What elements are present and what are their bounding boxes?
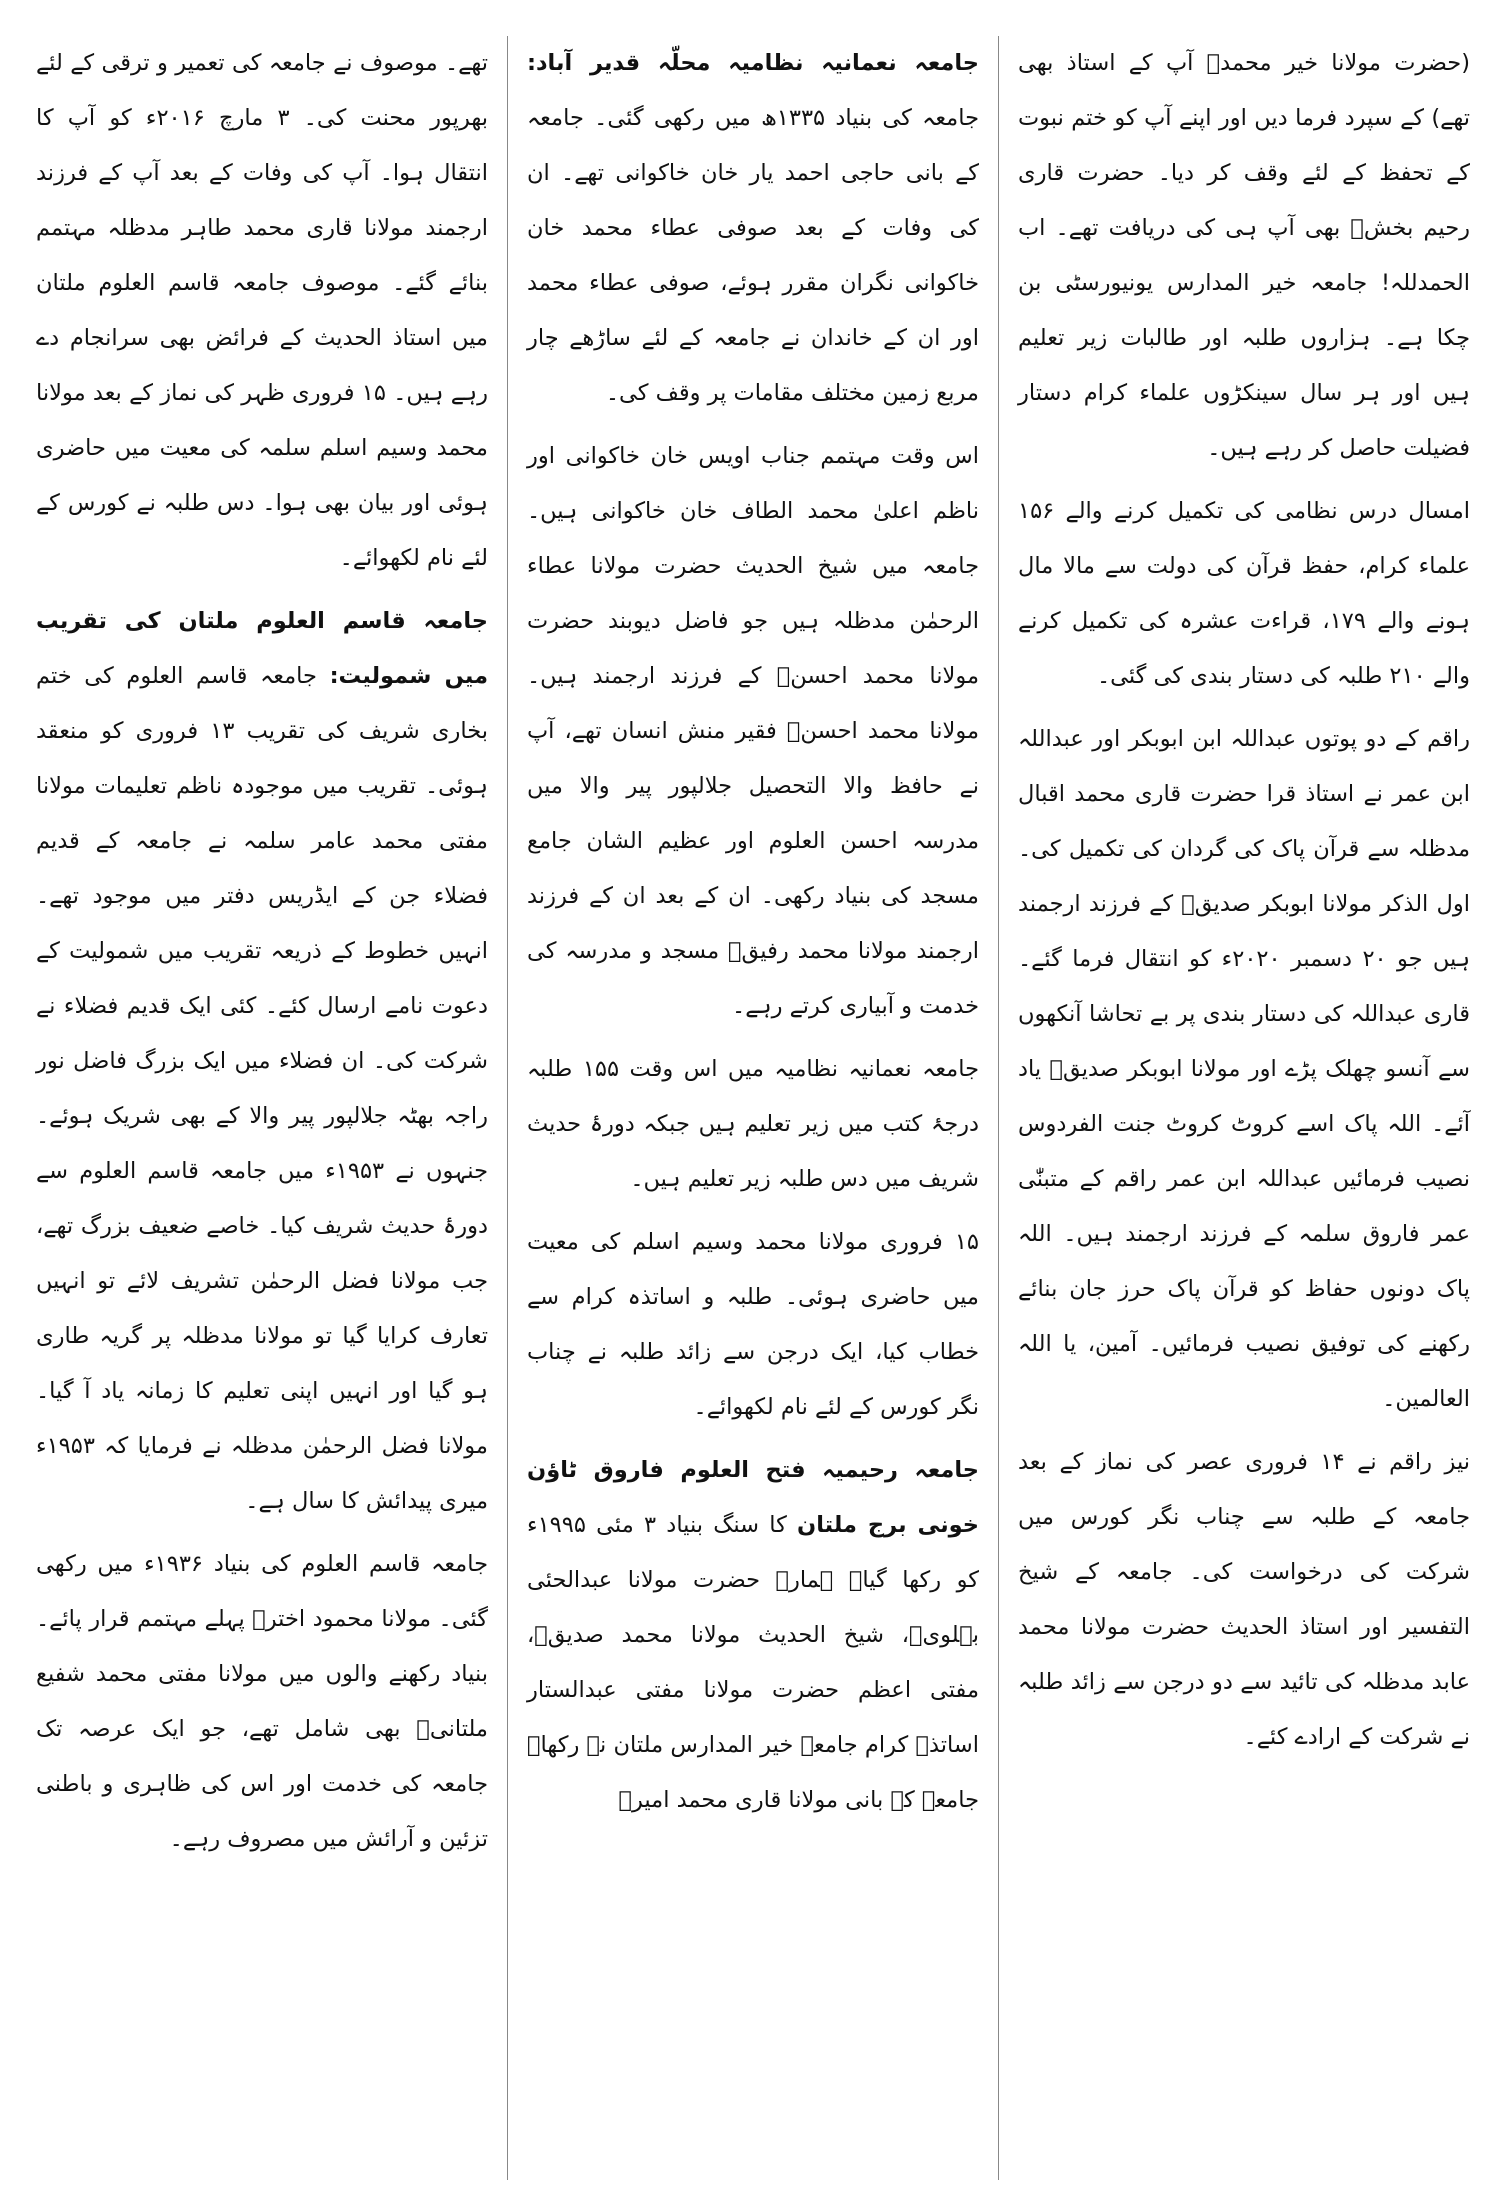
section-heading: جامعہ نعمانیہ نظامیہ محلّہ قدیر آباد:: [527, 50, 979, 76]
paragraph: نیز راقم نے ۱۴ فروری عصر کی نماز کے بعد جامعہ کے طلبہ سے چناب نگر کورس میں شرکت کی درخواست کی۔ جامعہ کے شیخ التفسیر اور استاذ الحدیث حضرت مولانا محمد عابد مدظلہ کی تائید سے دو درجن سے زائد طلبہ نے شرکت کے ارادے کئے۔: [1018, 1449, 1470, 1750]
paragraph-text: جامعہ قاسم العلوم کی ختم بخاری شریف کی تقریب ۱۳ فروری کو منعقد ہوئی۔ تقریب میں موجودہ ناظم تعلیمات مولانا مفتی محمد عامر سلمہ نے جامعہ کے قدیم فضلاء جن کے ایڈریس دفتر میں موجود تھے۔ انہیں خطوط کے ذریعہ تقریب میں شمولیت کے دعوت نامے ارسال کئے۔ کئی ایک قدیم فضلاء نے شرکت کی۔ ان فضلاء میں ایک بزرگ فاضل نور راجہ بھٹہ جلالپور پیر والا کے بھی شریک ہوئے۔ جنہوں نے ۱۹۵۳ء میں جامعہ قاسم العلوم سے دورۂ حدیث شریف کیا۔ خاصے ضعیف بزرگ تھے، جب مولانا فضل الرحمٰن تشریف لائے تو انہیں تعارف کرایا گیا تو مولانا مدظلہ پر گریہ طاری ہو گیا اور انہیں اپنی تعلیم کا زمانہ یاد آ گیا۔ مولانا فضل الرحمٰن مدظلہ نے فرمایا کہ ۱۹۵۳ء میری پیدائش کا سال ہے۔: [36, 663, 488, 1514]
paragraph: [527, 1443, 979, 1828]
paragraph-text: جامعہ کی بنیاد ۱۳۳۵ھ میں رکھی گئی۔ جامعہ کے بانی حاجی احمد یار خان خاکوانی تھے۔ ان کی وفات کے بعد صوفی عطاء محمد خان خاکوانی نگران مقرر ہوئے، صوفی عطاء محمد اور ان کے خاندان نے جامعہ کے لئے ساڑھے چار مربع زمین مختلف مقامات پر وقف کی۔: [527, 105, 979, 406]
column-right: [1018, 36, 1470, 2180]
paragraph: امسال درس نظامی کی تکمیل کرنے والے ۱۵۶ علماء کرام، حفظ قرآن کی دولت سے مالا مال ہونے والے ۱۷۹، قراءت عشرہ کی تکمیل کرنے والے ۲۱۰ طلبہ کی دستار بندی کی گئی۔: [1018, 498, 1470, 689]
paragraph: (حضرت مولانا خیر محمدؒ آپ کے استاذ بھی تھے) کے سپرد فرما دیں اور اپنے آپ کو ختم نبوت کے تحفظ کے لئے وقف کر دیا۔ حضرت قاری رحیم بخشؒ بھی آپ ہی کی دریافت تھے۔ اب الحمدللہ! جامعہ خیر المدارس یونیورسٹی بن چکا ہے۔ ہزاروں طلبہ اور طالبات زیر تعلیم ہیں اور ہر سال سینکڑوں علماء کرام دستار فضیلت حاصل کر رہے ہیں۔: [1018, 50, 1470, 461]
paragraph: ۱۵ فروری مولانا محمد وسیم اسلم کی معیت میں حاضری ہوئی۔ طلبہ و اساتذہ کرام سے خطاب کیا، ایک درجن سے زائد طلبہ نے چناب نگر کورس کے لئے نام لکھوائے۔: [527, 1229, 979, 1420]
paragraph: جامعہ قاسم العلوم کی بنیاد ۱۹۳۶ء میں رکھی گئی۔ مولانا محمود اخترؒ پہلے مہتمم قرار پائے۔ بنیاد رکھنے والوں میں مولانا مفتی محمد شفیع ملتانیؒ بھی شامل تھے، جو ایک عرصہ تک جامعہ کی خدمت اور اس کی ظاہری و باطنی تزئین و آرائش میں مصروف رہے۔: [36, 1551, 488, 1852]
paragraph: تھے۔ موصوف نے جامعہ کی تعمیر و ترقی کے لئے بھرپور محنت کی۔ ۳ مارچ ۲۰۱۶ء کو آپ کا انتقال ہوا۔ آپ کی وفات کے بعد آپ کے فرزند ارجمند مولانا قاری محمد طاہر مدظلہ مہتمم بنائے گئے۔ موصوف جامعہ قاسم العلوم ملتان میں استاذ الحدیث کے فرائض بھی سرانجام دے رہے ہیں۔ ۱۵ فروری ظہر کی نماز کے بعد مولانا محمد وسیم اسلم سلمہ کی معیت میں حاضری ہوئی اور بیان بھی ہوا۔ دس طلبہ نے کورس کے لئے نام لکھوائے۔: [36, 50, 488, 571]
paragraph: [527, 36, 979, 421]
column-left: [36, 36, 488, 2180]
section-heading: جامعہ رحیمیہ فتح العلوم فاروق ٹاؤن خونی برج ملتان: [527, 1457, 979, 1538]
column-divider: [507, 36, 508, 2180]
paragraph: اس وقت مہتمم جناب اویس خان خاکوانی اور ناظم اعلیٰ محمد الطاف خان خاکوانی ہیں۔ جامعہ میں شیخ الحدیث حضرت مولانا عطاء الرحمٰن مدظلہ ہیں جو فاضل دیوبند حضرت مولانا محمد احسنؒ کے فرزند ارجمند ہیں۔ مولانا محمد احسنؒ فقیر منش انسان تھے، آپ نے حافظ والا التحصیل جلالپور پیر والا میں مدرسہ احسن العلوم اور عظیم الشان جامع مسجد کی بنیاد رکھی۔ ان کے بعد ان کے فرزند ارجمند مولانا محمد رفیقؒ مسجد و مدرسہ کی خدمت و آبیاری کرتے رہے۔: [527, 443, 979, 1019]
paragraph-text: کا سنگ بنیاد ۳ مئی ۱۹۹۵ء کو رکھا گیا۔ ہمارے حضرت مولانا عبدالحئی بہلویؒ، شیخ الحدیث مولانا محمد صدیقؒ، مفتی اعظم حضرت مولانا مفتی عبدالستار اساتذہ کرام جامعہ خیر المدارس ملتان نے رکھا۔ جامعہ کے بانی مولانا قاری محمد امیرؒ: [527, 1512, 979, 1813]
paragraph: [36, 594, 488, 1529]
column-divider: [998, 36, 999, 2180]
paragraph: جامعہ نعمانیہ نظامیہ میں اس وقت ۱۵۵ طلبہ درجۂ کتب میں زیر تعلیم ہیں جبکہ دورۂ حدیث شریف میں دس طلبہ زیر تعلیم ہیں۔: [527, 1056, 980, 1192]
section-heading: جامعہ قاسم العلوم ملتان کی تقریب میں شمولیت:: [36, 608, 489, 689]
column-middle: [527, 36, 979, 2180]
paragraph: راقم کے دو پوتوں عبداللہ ابن ابوبکر اور عبداللہ ابن عمر نے استاذ قرا حضرت قاری محمد اقبال مدظلہ سے قرآن پاک کی گردان کی تکمیل کی۔ اول الذکر مولانا ابوبکر صدیقؒ کے فرزند ارجمند ہیں جو ۲۰ دسمبر ۲۰۲۰ء کو انتقال فرما گئے۔ قاری عبداللہ کی دستار بندی پر بے تحاشا آنکھوں سے آنسو چھلک پڑے اور مولانا ابوبکر صدیقؒ یاد آئے۔ اللہ پاک اسے کروٹ کروٹ جنت الفردوس نصیب فرمائیں عبداللہ ابن عمر راقم کے متبنّٰی عمر فاروق سلمہ کے فرزند ارجمند ہیں۔ اللہ پاک دونوں حفاظ کو قرآن پاک حرز جان بنائے رکھنے کی توفیق نصیب فرمائیں۔ آمین، یا اللہ العالمین۔: [1018, 726, 1471, 1412]
